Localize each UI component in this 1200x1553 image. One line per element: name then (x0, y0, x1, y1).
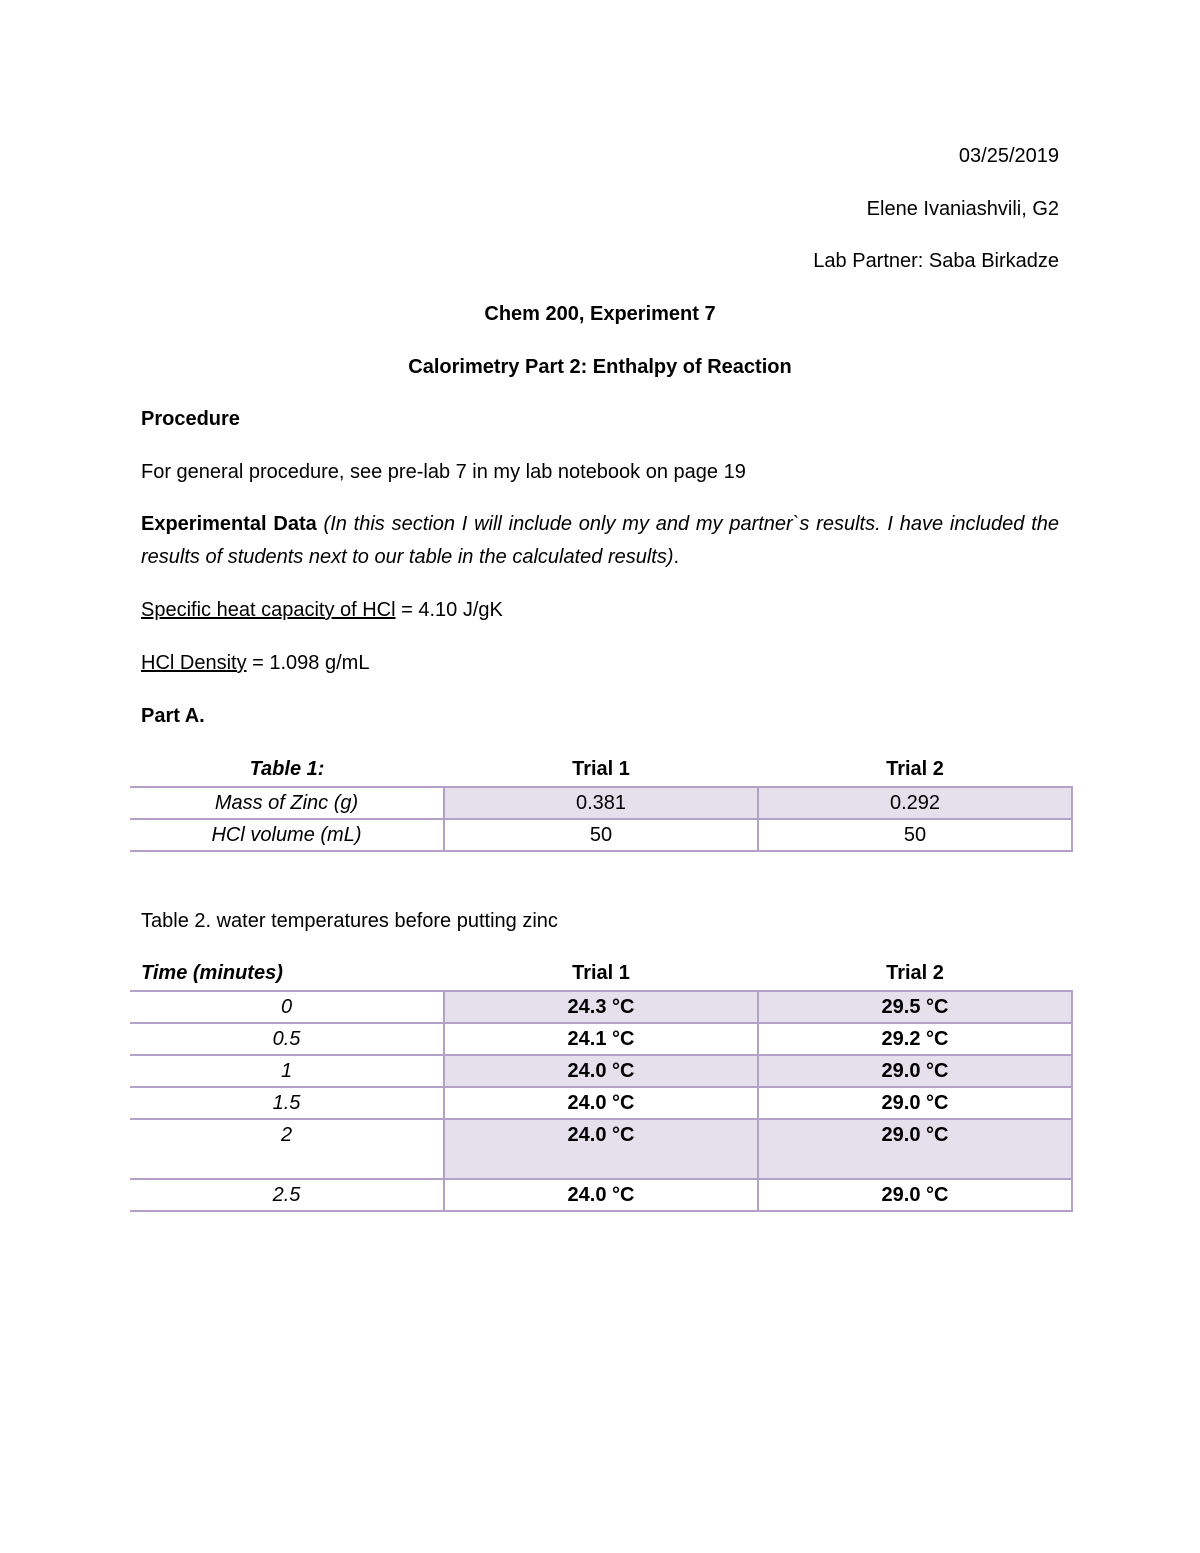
trial-2-temperature: 29.0 °C (758, 1055, 1072, 1087)
time-value: 2 (130, 1119, 444, 1179)
lab-partner: Lab Partner: Saba Birkadze (813, 250, 1059, 272)
experiment-title: Calorimetry Part 2: Enthalpy of Reaction (408, 356, 792, 378)
trial-2-temperature: 29.0 °C (758, 1179, 1072, 1211)
trial-1-temperature: 24.1 °C (444, 1023, 758, 1055)
trial-2-temperature: 29.5 °C (758, 991, 1072, 1023)
trial-2-temperature: 29.0 °C (758, 1119, 1072, 1179)
table-row (130, 991, 1072, 1023)
heat-capacity-line (141, 597, 503, 623)
table-row (130, 819, 1072, 851)
table-row (130, 787, 1072, 819)
trial-2-temperature: 29.2 °C (758, 1023, 1072, 1055)
heat-capacity-label: Specific heat capacity of HCl (141, 599, 396, 621)
trial-1-temperature: 24.0 °C (444, 1055, 758, 1087)
time-value: 1.5 (130, 1087, 444, 1119)
table-2-caption: Table 2. water temperatures before putting zinc (141, 910, 558, 932)
table-1 (130, 752, 1073, 852)
table-1-header-trial-1: Trial 1 (444, 752, 758, 787)
trial-1-temperature: 24.0 °C (444, 1179, 758, 1211)
table-1-header-trial-2: Trial 2 (758, 752, 1072, 787)
trial-2-value: 0.292 (758, 787, 1072, 819)
table-2-header-trial-2: Trial 2 (758, 956, 1072, 991)
density-label: HCl Density (141, 652, 247, 674)
table-2-header-row (130, 956, 1072, 991)
table-row (130, 1087, 1072, 1119)
report-date: 03/25/2019 (958, 145, 1059, 167)
time-value: 1 (130, 1055, 444, 1087)
procedure-heading: Procedure (141, 408, 240, 430)
trial-1-temperature: 24.0 °C (444, 1119, 758, 1179)
trial-2-value: 50 (758, 819, 1072, 851)
table-row (130, 1179, 1072, 1211)
table-row (130, 1055, 1072, 1087)
part-a-heading: Part A. (141, 705, 205, 727)
trial-1-value: 50 (444, 819, 758, 851)
row-label: Mass of Zinc (g) (130, 787, 444, 819)
density-line (141, 650, 369, 676)
time-value: 0.5 (130, 1023, 444, 1055)
heat-capacity-value: = 4.10 J/gK (395, 599, 503, 621)
trial-1-value: 0.381 (444, 787, 758, 819)
table-2 (130, 956, 1073, 1212)
experimental-data-heading: Experimental Data (141, 513, 317, 535)
trial-1-temperature: 24.3 °C (444, 991, 758, 1023)
trial-2-temperature: 29.0 °C (758, 1087, 1072, 1119)
experimental-data-paragraph (141, 508, 1059, 574)
row-label: HCl volume (mL) (130, 819, 444, 851)
density-value: = 1.098 g/mL (246, 652, 370, 674)
experimental-data-note: (In this section I will include only my and my partner`s results. I have included the results of students next to our table in the calculated results) (141, 513, 1059, 568)
procedure-text: For general procedure, see pre-lab 7 in my lab notebook on page 19 (141, 461, 746, 483)
table-1-header-row (130, 752, 1072, 787)
table-row (130, 1023, 1072, 1055)
table-2-header-time: Time (minutes) (130, 956, 444, 991)
table-2-header-trial-1: Trial 1 (444, 956, 758, 991)
time-value: 2.5 (130, 1179, 444, 1211)
time-value: 0 (130, 991, 444, 1023)
table-1-header-label: Table 1: (130, 752, 444, 787)
course-title: Chem 200, Experiment 7 (484, 303, 716, 325)
table-row (130, 1119, 1072, 1179)
trial-1-temperature: 24.0 °C (444, 1087, 758, 1119)
author-name: Elene Ivaniashvili, G2 (866, 198, 1059, 220)
experimental-data-note-end: . (673, 546, 680, 568)
